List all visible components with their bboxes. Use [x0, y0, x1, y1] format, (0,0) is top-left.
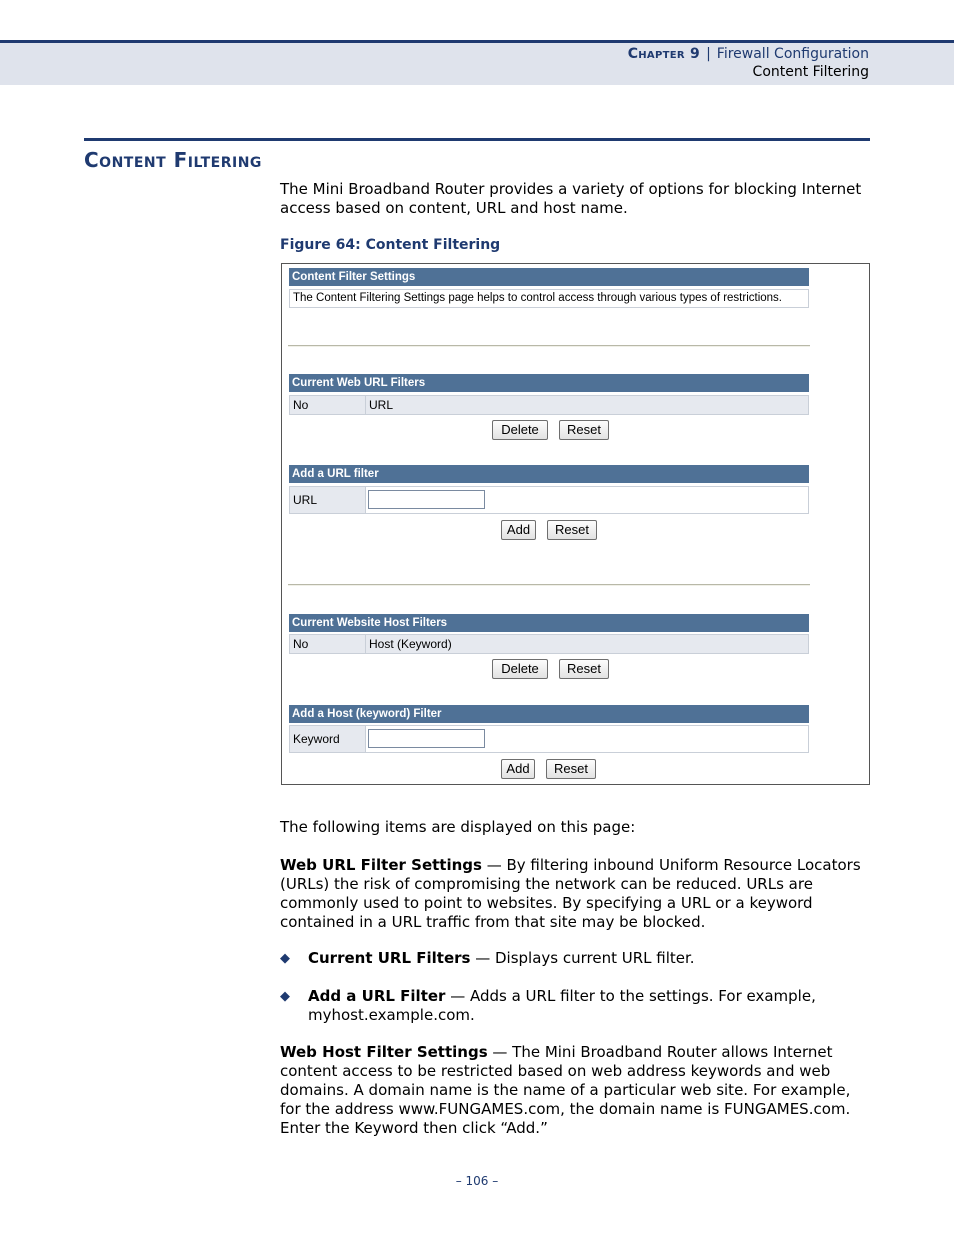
url-col-no: No	[290, 396, 366, 414]
diamond-bullet-icon: ◆	[280, 989, 290, 1004]
web-host-text: — The Mini Broadband Router allows Internet content access to be restricted based on web address keywords and web domains. A domain name is the name of a particular web site. For example, for the address www.FUNGAMES.com, the domain name is FUNGAMES.com. Enter the Keyword then click “Add.”	[280, 1043, 851, 1137]
host-filters-header-row	[289, 634, 809, 654]
diamond-bullet-icon: ◆	[280, 951, 290, 966]
host-filters-title-bar: Current Website Host Filters	[289, 614, 809, 632]
url-delete-button[interactable]: Delete	[492, 420, 548, 440]
section-title: Content Filtering	[84, 148, 262, 172]
add-host-row	[289, 725, 809, 753]
page-number: – 106 –	[455, 1174, 499, 1188]
add-host-reset-button[interactable]: Reset	[546, 759, 596, 779]
bullet-text: — Adds a URL filter to the settings. For example, myhost.example.com.	[308, 987, 816, 1024]
chapter-title: Firewall Configuration	[716, 46, 869, 62]
section-rule	[84, 138, 870, 141]
chapter-label: Chapter 9	[627, 46, 701, 62]
host-col-no: No	[290, 635, 366, 653]
bullet-term: Add a URL Filter	[308, 987, 446, 1005]
web-url-text: — By filtering inbound Uniform Resource Locators (URLs) the risk of compromising the network can be reduced. URLs are commonly used to point to websites. By specifying a URL or a keyword contained in a URL traffic from that site may be blocked.	[280, 856, 861, 931]
running-header	[628, 45, 869, 81]
add-url-reset-button[interactable]: Reset	[547, 520, 597, 540]
divider	[288, 584, 810, 586]
web-host-paragraph	[280, 1043, 870, 1138]
figure-caption: Figure 64: Content Filtering	[280, 237, 501, 253]
keyword-label: Keyword	[290, 726, 366, 752]
url-reset-button[interactable]: Reset	[559, 420, 609, 440]
url-col-url: URL	[366, 396, 808, 414]
following-paragraph: The following items are displayed on this page:	[280, 818, 636, 836]
host-reset-button[interactable]: Reset	[559, 659, 609, 679]
add-url-row	[289, 486, 809, 514]
add-url-label: URL	[290, 487, 366, 513]
settings-description: The Content Filtering Settings page helps to control access through various types of restrictions.	[289, 289, 809, 308]
add-url-title-bar: Add a URL filter	[289, 465, 809, 483]
content-filtering-screenshot	[281, 263, 870, 785]
bullet-term: Current URL Filters	[308, 949, 471, 967]
url-input[interactable]	[368, 490, 485, 509]
settings-title-bar: Content Filter Settings	[289, 268, 809, 286]
host-delete-button[interactable]: Delete	[492, 659, 548, 679]
host-add-button[interactable]: Add	[501, 759, 535, 779]
keyword-input[interactable]	[368, 729, 485, 748]
host-col-host: Host (Keyword)	[366, 635, 808, 653]
web-url-term: Web URL Filter Settings	[280, 856, 482, 874]
add-host-title-bar: Add a Host (keyword) Filter	[289, 705, 809, 723]
header-section: Content Filtering	[752, 64, 869, 80]
divider	[288, 345, 810, 347]
header-separator: |	[706, 46, 711, 62]
web-host-term: Web Host Filter Settings	[280, 1043, 488, 1061]
url-filters-header-row	[289, 395, 809, 415]
web-url-paragraph	[280, 856, 870, 932]
url-filters-title-bar: Current Web URL Filters	[289, 374, 809, 392]
intro-paragraph: The Mini Broadband Router provides a variety of options for blocking Internet access based on content, URL and host name.	[280, 180, 862, 217]
url-add-button[interactable]: Add	[501, 520, 536, 540]
bullet-text: — Displays current URL filter.	[470, 949, 695, 967]
